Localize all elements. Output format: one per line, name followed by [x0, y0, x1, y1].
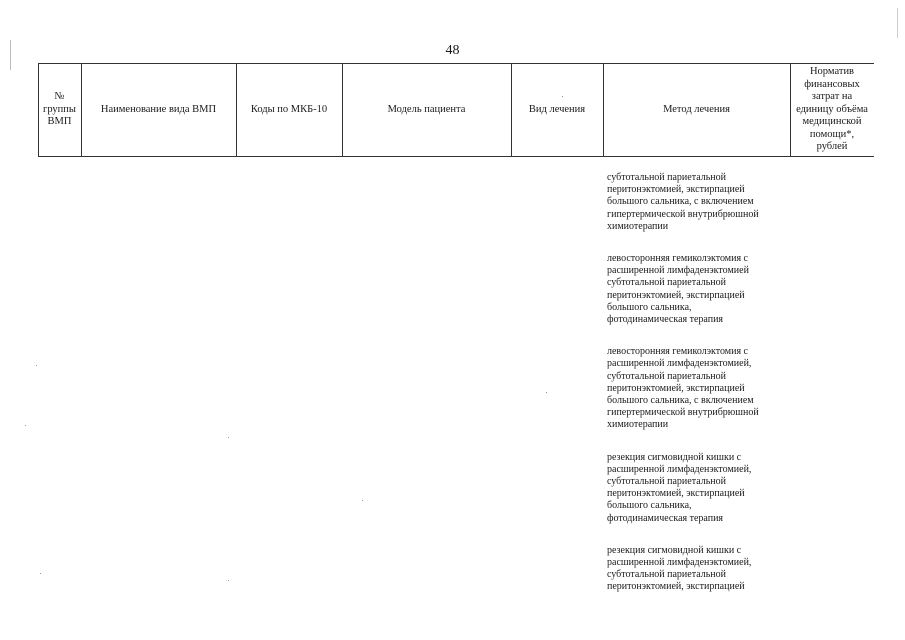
header-treatment-type: Вид лечения: [528, 103, 586, 115]
page-number: 48: [445, 43, 460, 58]
method-entry: левосторонняя гемиколэктомия с расширенной лимфаденэктомией, субтотальной париетальной перитонэктомией, экстирпацией большого сальника, с включением гипертермической внутрибрюшной химиотерапии: [607, 346, 759, 431]
scan-speck: [228, 580, 229, 581]
header-group-number: № группы ВМП: [43, 91, 76, 128]
scan-speck: [25, 425, 26, 426]
scan-speck: [228, 437, 229, 438]
scan-speck: [36, 365, 37, 366]
scan-edge-mark: [897, 8, 898, 38]
scan-speck: [562, 96, 563, 97]
scan-edge-mark: [10, 40, 11, 70]
header-treatment-method: Метод лечения: [663, 103, 730, 115]
header-bottom-border: [38, 156, 874, 157]
method-entry: резекция сигмовидной кишки с расширенной лимфаденэктомией, субтотальной париетальной перитонэктомией, экстирпацией большого сальника, фотодинамическая терапия: [607, 451, 752, 524]
treatment-method-column: [607, 172, 797, 614]
header-icd-codes: Коды по МКБ-10: [250, 103, 328, 115]
scan-speck: [362, 500, 363, 501]
scan-speck: [546, 392, 547, 393]
header-patient-model: Модель пациента: [387, 103, 466, 115]
scan-speck: [40, 573, 41, 574]
method-entry: левосторонняя гемиколэктомия с расширенной лимфаденэктомией субтотальной париетальной перитонэктомией, экстирпацией большого сальника, фотодинамическая терапия: [607, 253, 749, 326]
method-entry: субтотальной париетальной перитонэктомией, экстирпацией большого сальника, с включением гипертермической внутрибрюшной химиотерапии: [607, 172, 759, 232]
method-entry: резекция сигмовидной кишки с расширенной лимфаденэктомией, субтотальной париетальной перитонэктомией, экстирпацией: [607, 544, 752, 593]
header-vmp-name: Наименование вида ВМП: [100, 103, 217, 115]
header-standard-cost: Норматив финансовых затрат на единицу объёма медицинской помощи*, рублей: [796, 66, 868, 153]
